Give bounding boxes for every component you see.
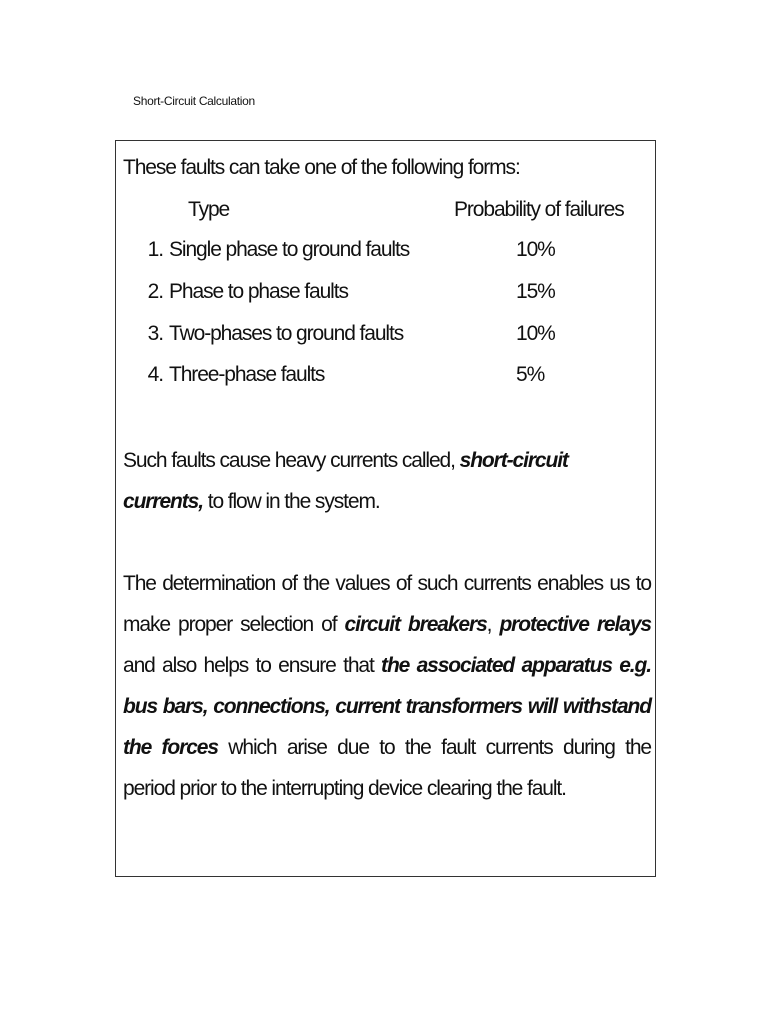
fault-probability: 15% bbox=[516, 280, 555, 303]
page-header-title: Short-Circuit Calculation bbox=[133, 94, 255, 108]
fault-number: 2. bbox=[147, 280, 163, 303]
content-box bbox=[115, 140, 656, 877]
para1-emphasis: short-circuit currents, bbox=[123, 449, 568, 513]
fault-type: Single phase to ground faults bbox=[169, 238, 410, 261]
fault-type: Two-phases to ground faults bbox=[169, 322, 404, 345]
fault-type: Phase to phase faults bbox=[169, 280, 348, 303]
fault-probability: 5% bbox=[516, 363, 545, 386]
fault-type: Three-phase faults bbox=[169, 363, 325, 386]
fault-probability: 10% bbox=[516, 238, 555, 261]
para1-text-after: to flow in the system. bbox=[202, 490, 380, 513]
fault-number: 4. bbox=[147, 363, 163, 386]
short-circuit-paragraph bbox=[123, 440, 651, 522]
para2-text-4: which arise due to the fault currents during the period prior to the interrupting device clearing the fault. bbox=[123, 736, 651, 800]
para1-text-before: Such faults cause heavy currents called, bbox=[123, 449, 460, 472]
column-header-probability: Probability of failures bbox=[454, 198, 624, 221]
fault-number: 3. bbox=[147, 322, 163, 345]
intro-text: These faults can take one of the following forms: bbox=[123, 156, 520, 179]
para2-emphasis-apparatus: the associated apparatus e.g. bus bars, connections, current transformers will withstand the forces bbox=[123, 654, 652, 759]
para2-emphasis-protective-relays: protective relays bbox=[499, 613, 651, 636]
fault-probability: 10% bbox=[516, 322, 555, 345]
para2-text-1: The determination of the values of such currents enables us to make proper selection of bbox=[123, 572, 651, 636]
para2-text-2: , bbox=[486, 613, 500, 636]
fault-number: 1. bbox=[147, 238, 163, 261]
para2-text-3: and also helps to ensure that bbox=[123, 654, 382, 677]
determination-paragraph bbox=[123, 563, 651, 809]
column-header-type: Type bbox=[188, 198, 230, 221]
para2-emphasis-circuit-breakers: circuit breakers bbox=[344, 613, 487, 636]
